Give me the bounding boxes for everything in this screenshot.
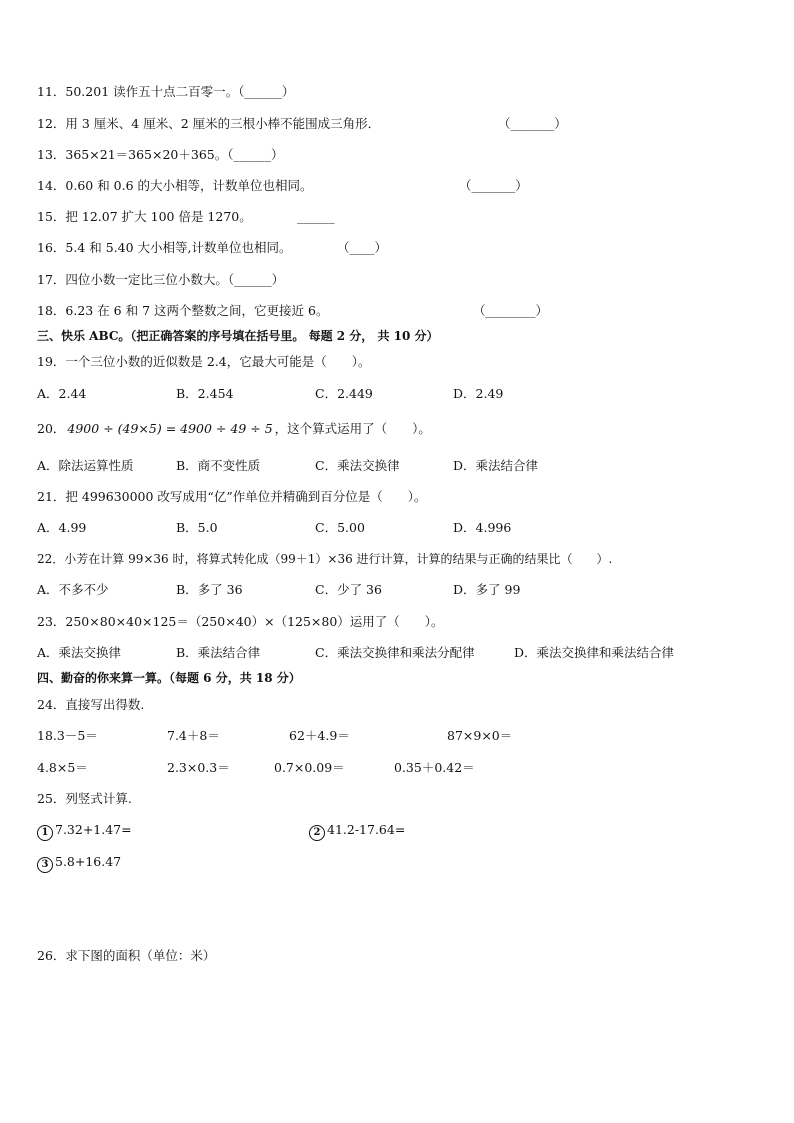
option-21-a[interactable]: A．4.99 — [37, 520, 87, 535]
option-22-c[interactable]: C．少了 36 — [315, 582, 382, 597]
option-23-b[interactable]: B．乘法结合律 — [176, 645, 261, 660]
calc-item: 0.7×0.09＝ — [274, 760, 345, 775]
question-21: 21．把 499630000 改写成用“亿”作单位并精确到百分位是（ ）。 — [37, 489, 427, 504]
question-16: 16．5.4 和 5.40 大小相等,计数单位也相同。 — [37, 240, 292, 255]
option-22-a[interactable]: A．不多不少 — [37, 582, 109, 597]
vertical-calc-item: 1 7.32+1.47= — [37, 822, 132, 841]
formula: 4900 ÷ (49×5) = 4900 ÷ 49 ÷ 5 — [67, 421, 273, 436]
option-23-d[interactable]: D．乘法交换律和乘法结合律 — [514, 645, 675, 660]
option-22-d[interactable]: D．多了 99 — [453, 582, 521, 597]
option-19-a[interactable]: A．2.44 — [37, 386, 87, 401]
circled-number: 2 — [309, 825, 325, 841]
calc-item: 62＋4.9＝ — [289, 728, 350, 743]
calc-item: 2.3×0.3＝ — [167, 760, 230, 775]
question-15: 15．把 12.07 扩大 100 倍是 1270。 — [37, 209, 252, 224]
option-23-a[interactable]: A．乘法交换律 — [37, 645, 122, 660]
circled-number: 1 — [37, 825, 53, 841]
calc-item: 7.4＋8＝ — [167, 728, 220, 743]
option-19-c[interactable]: C．2.449 — [315, 386, 373, 401]
option-21-b[interactable]: B．5.0 — [176, 520, 218, 535]
question-11: 11．50.201 读作五十点二百零一。（______） — [37, 84, 295, 99]
answer-blank[interactable]: ______ — [234, 272, 272, 287]
calc-item: 0.35＋0.42＝ — [394, 760, 475, 775]
calc-item: 87×9×0＝ — [447, 728, 513, 743]
answer-blank[interactable]: ______ — [233, 147, 271, 162]
option-19-b[interactable]: B．2.454 — [176, 386, 234, 401]
option-20-d[interactable]: D．乘法结合律 — [453, 458, 539, 473]
option-20-b[interactable]: B．商不变性质 — [176, 458, 261, 473]
question-12: 12．用 3 厘米、4 厘米、2 厘米的三根小棒不能围成三角形． — [37, 116, 381, 131]
question-24: 24．直接写出得数. — [37, 697, 145, 712]
calc-item: 4.8×5＝ — [37, 760, 88, 775]
option-23-c[interactable]: C．乘法交换律和乘法分配律 — [315, 645, 475, 660]
question-18-answer[interactable]: （________） — [473, 303, 549, 318]
question-14-answer[interactable]: （_______） — [459, 178, 528, 193]
section-4-title: 四、勤奋的你来算一算。（每题 6 分，共 18 分） — [37, 671, 301, 685]
question-14: 14．0.60 和 0.6 的大小相等，计数单位也相同。 — [37, 178, 313, 193]
question-19: 19．一个三位小数的近似数是 2.4，它最大可能是（ ）。 — [37, 354, 371, 369]
calc-item: 18.3－5＝ — [37, 728, 98, 743]
question-17: 17．四位小数一定比三位小数大。（______） — [37, 272, 285, 287]
option-19-d[interactable]: D．2.49 — [453, 386, 504, 401]
vertical-calc-item: 3 5.8+16.47 — [37, 854, 121, 873]
option-21-d[interactable]: D．4.996 — [453, 520, 512, 535]
question-20: 20． 4900 ÷ (49×5) = 4900 ÷ 49 ÷ 5 ，这个算式运用了（ ）。 — [37, 421, 431, 436]
answer-blank[interactable]: ______ — [244, 84, 282, 99]
vertical-calc-item: 2 41.2-17.64= — [309, 822, 405, 841]
circled-number: 3 — [37, 857, 53, 873]
question-26: 26．求下图的面积（单位：米） — [37, 948, 216, 963]
question-22: 22．小芳在计算 99×36 时，将算式转化成（99＋1）×36 进行计算，计算的结果与正确的结果比（ ）. — [37, 552, 613, 566]
option-20-c[interactable]: C．乘法交换律 — [315, 458, 400, 473]
question-23: 23．250×80×40×125＝（250×40）×（125×80）运用了（ ）。 — [37, 614, 444, 629]
option-20-a[interactable]: A．除法运算性质 — [37, 458, 134, 473]
question-16-answer[interactable]: （____） — [337, 240, 388, 255]
question-13: 13．365×21＝365×20＋365。（______） — [37, 147, 284, 162]
section-3-title: 三、快乐 ABC。（把正确答案的序号填在括号里。 每题 2 分， 共 10 分） — [37, 329, 439, 343]
question-12-answer[interactable]: （_______） — [498, 116, 567, 131]
option-22-b[interactable]: B．多了 36 — [176, 582, 243, 597]
question-15-answer[interactable]: ______ — [297, 209, 335, 224]
question-18: 18．6.23 在 6 和 7 这两个整数之间，它更接近 6。 — [37, 303, 329, 318]
option-21-c[interactable]: C．5.00 — [315, 520, 365, 535]
question-25: 25．列竖式计算. — [37, 791, 132, 806]
